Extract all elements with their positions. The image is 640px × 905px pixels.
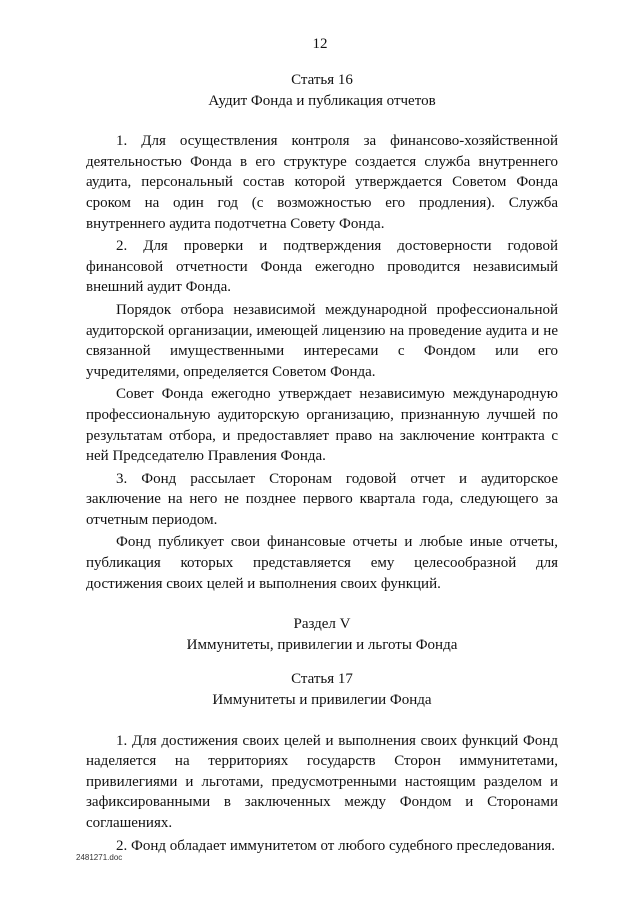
article-17-paragraph: 1. Для достижения своих целей и выполнения своих функций Фонд наделяется на территориях государств Сторон иммунитетами, привилегиями и льготами, предусмотренными настоящим разделом и зафиксированными в заключенных между Фондом и Сторонами соглашениях. xyxy=(86,732,558,831)
article-17-paragraph: 2. Фонд обладает иммунитетом от любого судебного преследования. xyxy=(116,837,555,854)
spacer xyxy=(86,596,558,614)
article-16-paragraph: Порядок отбора независимой международной профессиональной аудиторской организации, имеющей лицензию на проведение аудита и не связанной имущественными интересами с Фондом или его учредителями, определяется Советом Фонда. xyxy=(86,301,558,380)
article-16-paragraph: Совет Фонда ежегодно утверждает независимую международную профессиональную аудиторскую организацию, признанную лучшей по результатам отбора, и предоставляет право на заключение контракта с ней Председателю Правления Фонда. xyxy=(86,386,558,465)
article-16-paragraph: 2. Для проверки и подтверждения достоверности годовой финансовой отчетности Фонда ежегодно проводится независимый внешний аудит Фонда. xyxy=(86,238,558,296)
article-16-paragraph: Фонд публикует свои финансовые отчеты и любые иные отчеты, публикация которых представляется ему целесообразной для достижения своих целей и выполнения своих функций. xyxy=(86,534,558,592)
article-17-heading xyxy=(86,669,558,710)
section-5-heading xyxy=(86,614,558,655)
article-16-subtitle: Аудит Фонда и публикация отчетов xyxy=(208,92,436,109)
article-16-heading xyxy=(86,70,558,111)
page-number: 12 xyxy=(312,36,328,52)
article-16-title: Статья 16 xyxy=(291,72,353,88)
article-17-subtitle: Иммунитеты и привилегии Фонда xyxy=(212,692,432,709)
article-17-title: Статья 17 xyxy=(291,671,353,688)
section-5-subtitle: Иммунитеты, привилегии и льготы Фонда xyxy=(186,636,458,653)
document-body xyxy=(86,70,558,858)
document-id-footer: 2481271.doc xyxy=(76,853,123,862)
article-16-paragraph: 3. Фонд рассылает Сторонам годовой отчет и аудиторское заключение на него не позднее первого квартала года, следующего за отчетным периодом. xyxy=(86,470,558,528)
article-16-paragraph: 1. Для осуществления контроля за финансово-хозяйственной деятельностью Фонда в его структуре создается служба внутреннего аудита, персональный состав которой утверждается Советом Фонда сроком на один год (с возможностью его продления). Служба внутреннего аудита подотчетна Совету Фонда. xyxy=(86,133,558,232)
section-5-title: Раздел V xyxy=(293,616,351,633)
